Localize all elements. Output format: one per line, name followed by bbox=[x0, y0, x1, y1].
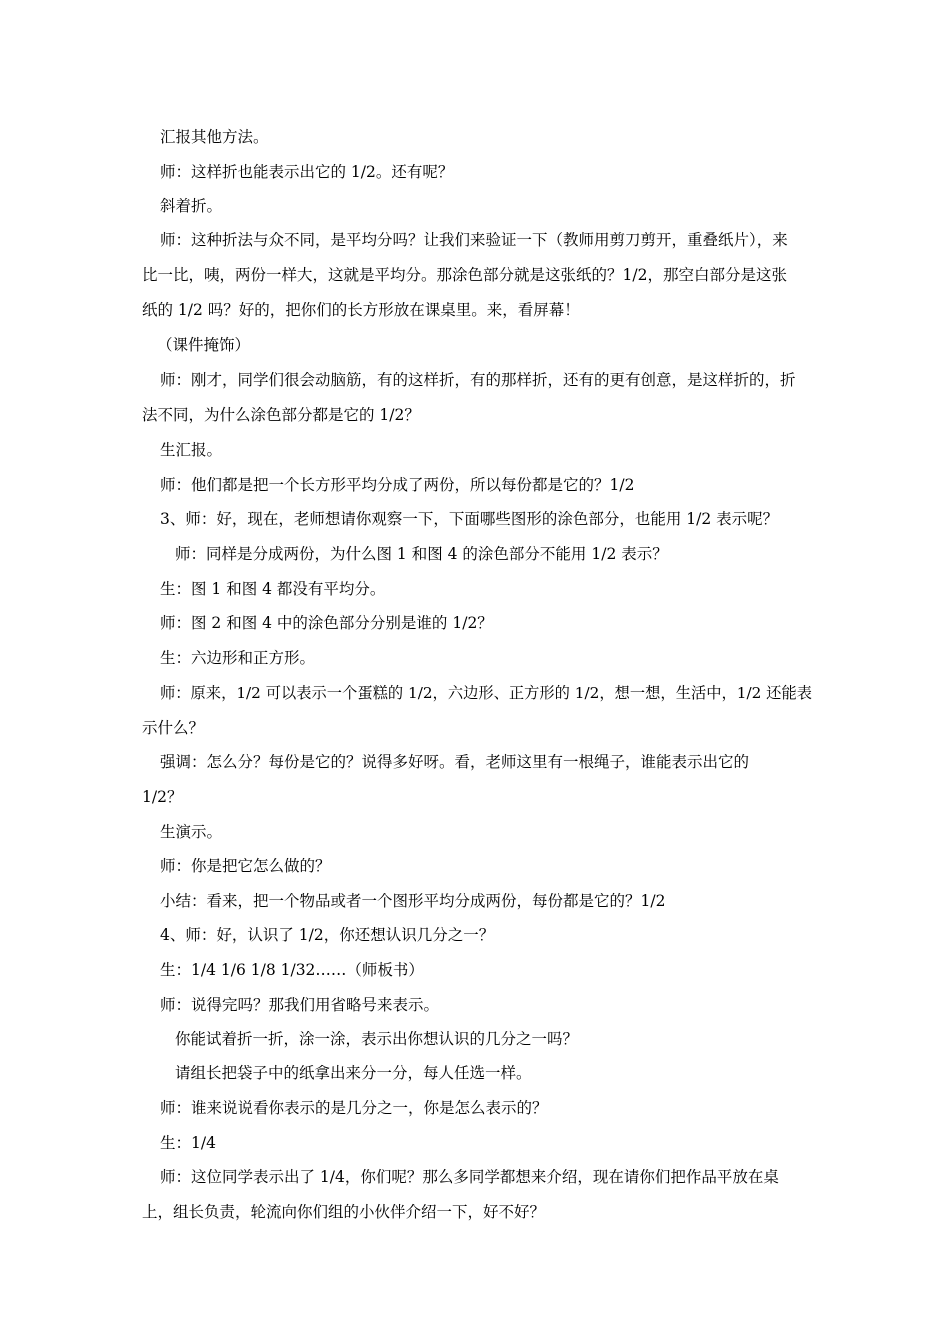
text-line: （课件掩饰） bbox=[157, 336, 251, 354]
text-line: 生：图 1 和图 4 都没有平均分。 bbox=[160, 580, 386, 598]
text-line: 请组长把袋子中的纸拿出来分一分，每人任选一样。 bbox=[175, 1064, 532, 1082]
text-line: 师：这样折也能表示出它的 1/2。还有呢？ bbox=[160, 163, 454, 181]
text-line: 你能试着折一折，涂一涂，表示出你想认识的几分之一吗？ bbox=[175, 1030, 579, 1048]
text-line: 强调：怎么分？每份是它的？说得多好呀。看，老师这里有一根绳子，谁能表示出它的 bbox=[160, 753, 750, 771]
text-line: 法不同，为什么涂色部分都是它的 1/2？ bbox=[142, 406, 420, 424]
text-line: 生：1/4 bbox=[160, 1134, 216, 1152]
text-line: 师：谁来说说看你表示的是几分之一，你是怎么表示的？ bbox=[160, 1099, 548, 1117]
text-line: 示什么？ bbox=[142, 719, 205, 737]
text-line: 师：他们都是把一个长方形平均分成了两份，所以每份都是它的？1/2 bbox=[160, 476, 635, 494]
text-line: 师：你是把它怎么做的？ bbox=[160, 857, 331, 875]
text-line: 纸的 1/2 吗？好的，把你们的长方形放在课桌里。来，看屏幕！ bbox=[142, 301, 580, 319]
text-line: 生演示。 bbox=[160, 823, 223, 841]
text-line: 师：刚才，同学们很会动脑筋，有的这样折，有的那样折，还有的更有创意，是这样折的，折 bbox=[160, 371, 796, 389]
text-line: 生汇报。 bbox=[160, 441, 223, 459]
text-line: 师：原来，1/2 可以表示一个蛋糕的 1/2，六边形、正方形的 1/2，想一想，生活中，1/2 还能表 bbox=[160, 684, 812, 702]
text-line: 师：同样是分成两份，为什么图 1 和图 4 的涂色部分不能用 1/2 表示？ bbox=[175, 545, 668, 563]
text-line: 师：说得完吗？那我们用省略号来表示。 bbox=[160, 996, 440, 1014]
text-line: 1/2？ bbox=[142, 788, 183, 806]
text-line: 3、师：好，现在，老师想请你观察一下，下面哪些图形的涂色部分，也能用 1/2 表示呢？ bbox=[160, 510, 779, 528]
text-line: 斜着折。 bbox=[160, 197, 223, 215]
text-line: 师：这位同学表示出了 1/4，你们呢？那么多同学都想来介绍，现在请你们把作品平放在桌 bbox=[160, 1168, 779, 1186]
text-line: 小结：看来，把一个物品或者一个图形平均分成两份，每份都是它的？1/2 bbox=[160, 892, 666, 910]
text-line: 生：六边形和正方形。 bbox=[160, 649, 316, 667]
text-line: 师：图 2 和图 4 中的涂色部分分别是谁的 1/2？ bbox=[160, 614, 493, 632]
text-line: 汇报其他方法。 bbox=[160, 128, 269, 146]
text-line: 比一比，咦，两份一样大，这就是平均分。那涂色部分就是这张纸的？1/2，那空白部分是这张 bbox=[142, 266, 787, 284]
text-line: 4、师：好，认识了 1/2，你还想认识几分之一？ bbox=[160, 926, 495, 944]
text-line: 上，组长负责，轮流向你们组的小伙伴介绍一下，好不好？ bbox=[142, 1203, 546, 1221]
text-line: 师：这种折法与众不同，是平均分吗？让我们来验证一下（教师用剪刀剪开，重叠纸片），来 bbox=[160, 231, 788, 249]
text-line: 生：1/4 1/6 1/8 1/32……（师板书） bbox=[160, 961, 424, 979]
